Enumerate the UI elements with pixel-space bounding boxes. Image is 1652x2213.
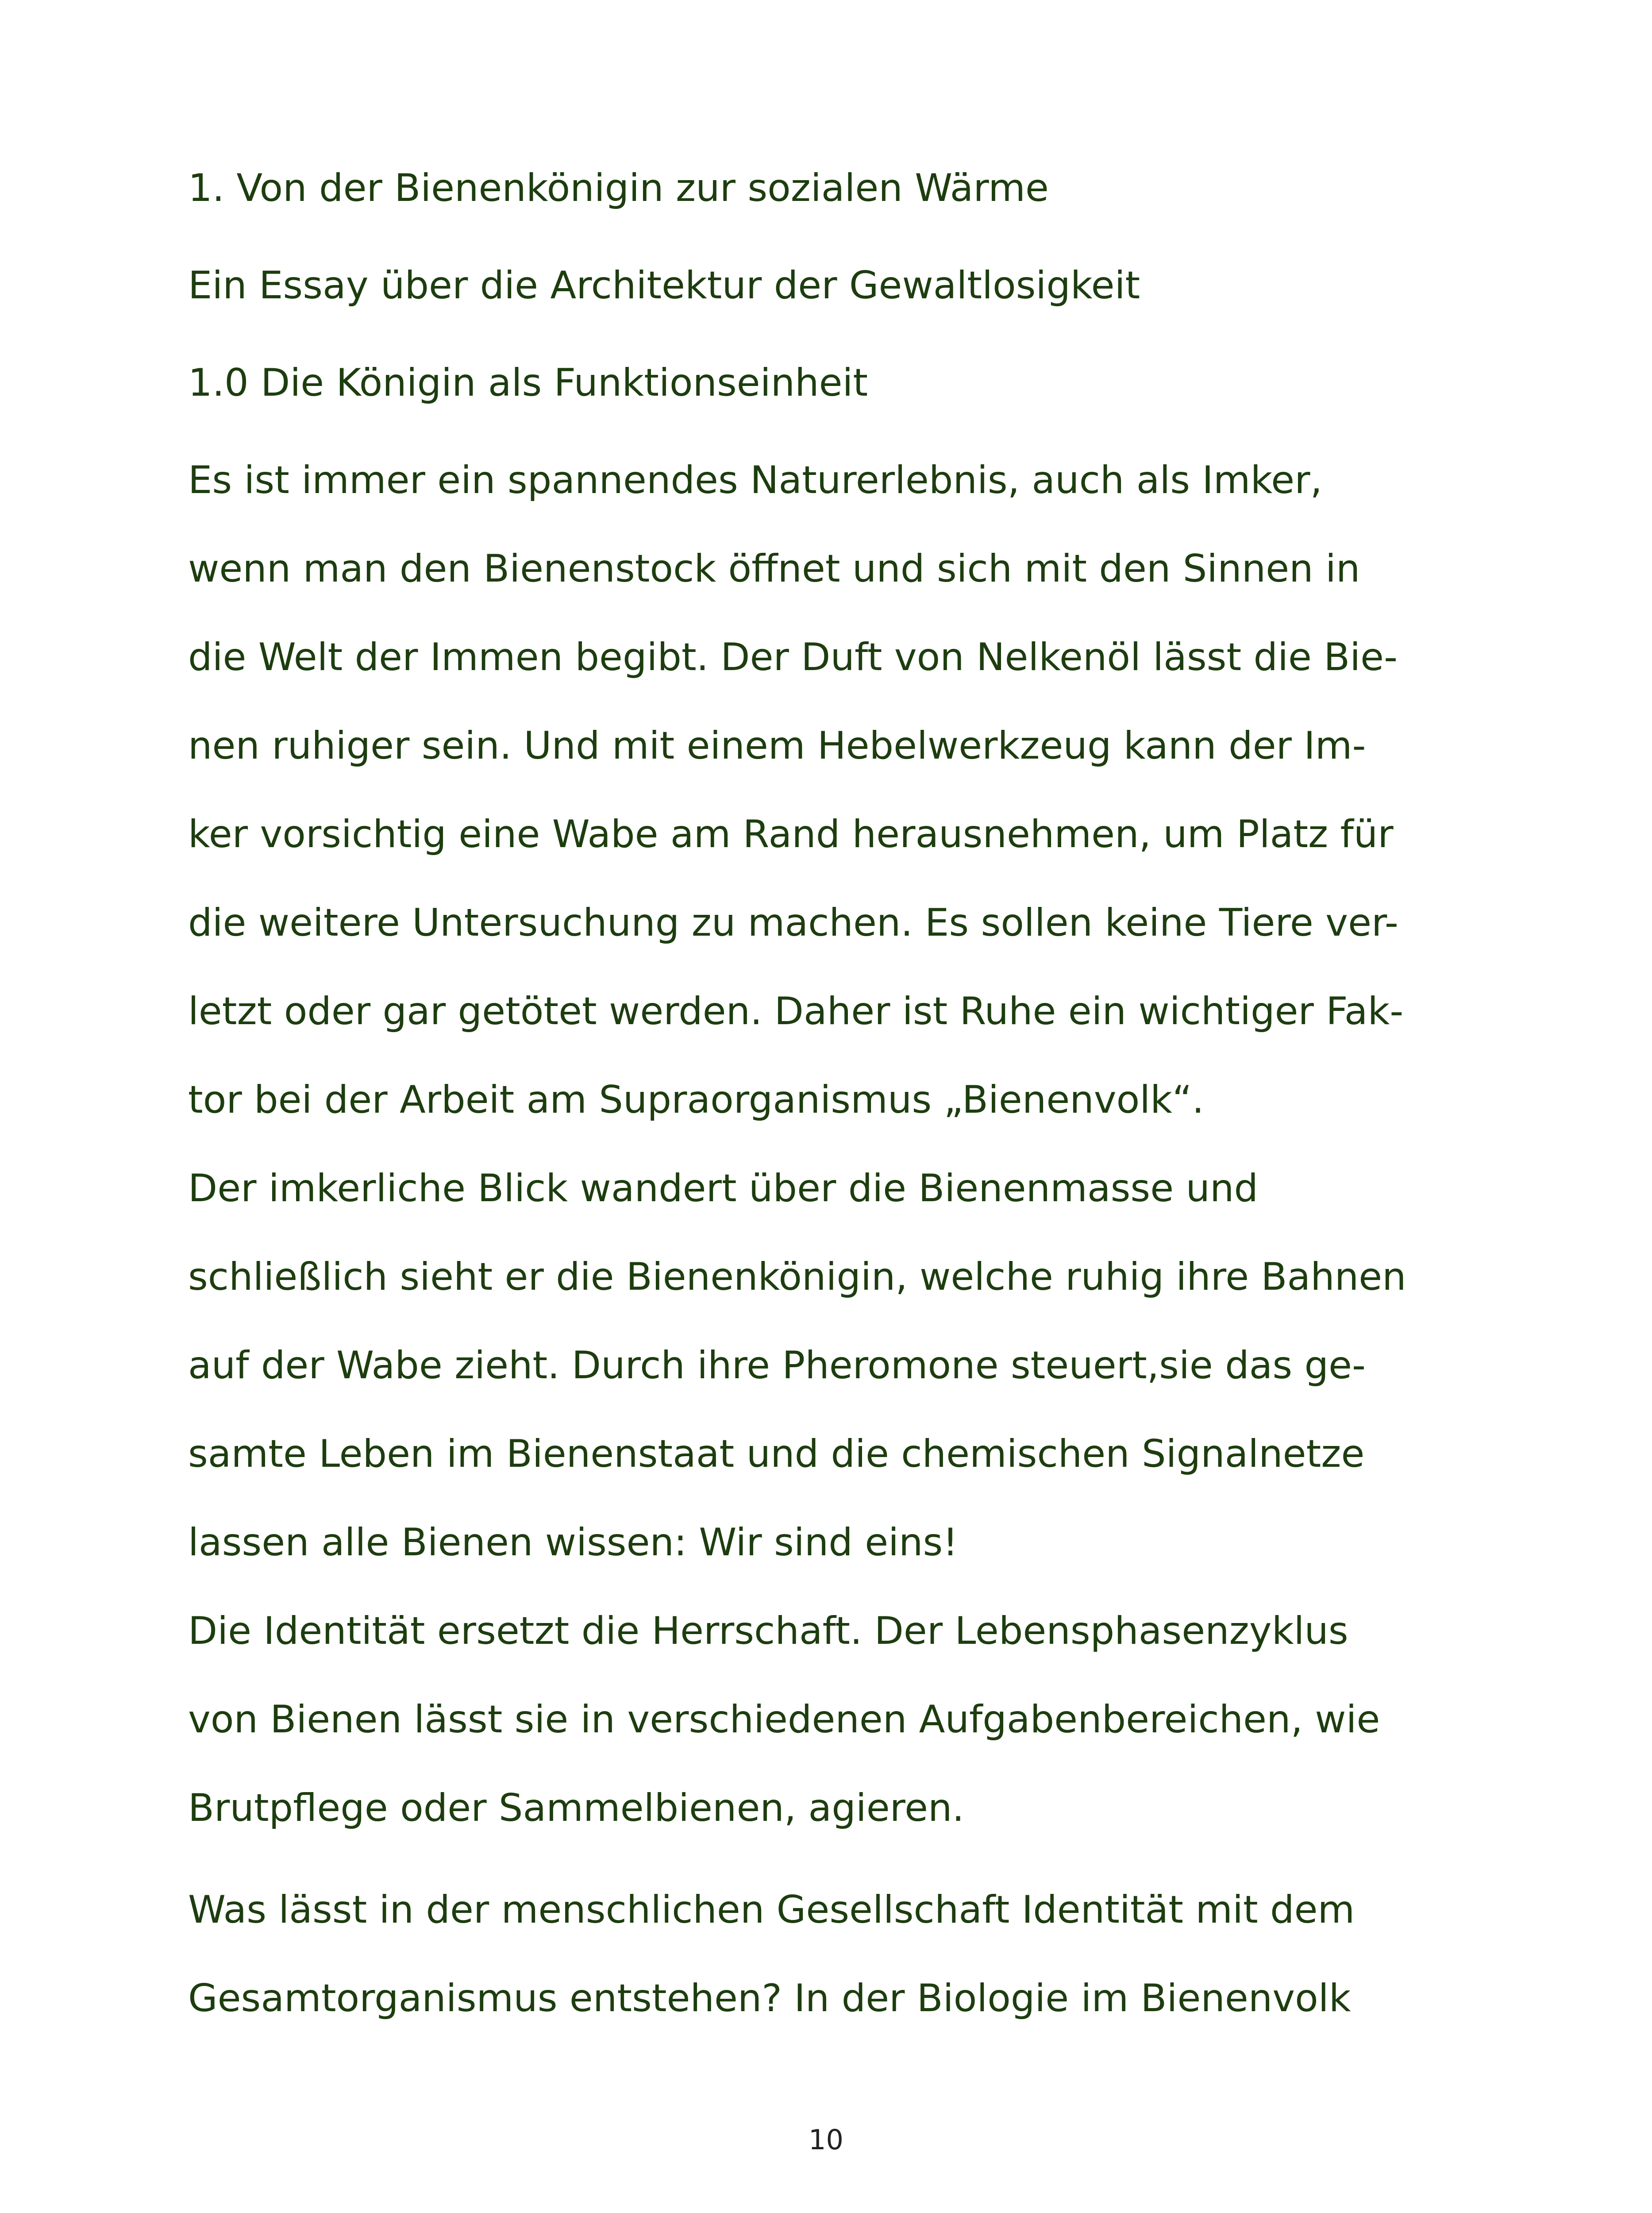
body-line: von Bienen lässt sie in verschiedenen Aufgabenbereichen, wie xyxy=(188,1697,1380,1742)
body-line: ker vorsichtig eine Wabe am Rand herausnehmen, um Platz für xyxy=(188,812,1394,856)
body-line: Was lässt in der menschlichen Gesellschaft Identität mit dem xyxy=(188,1888,1355,1932)
body-line: letzt oder gar getötet werden. Daher ist Ruhe ein wichtiger Fak- xyxy=(188,989,1404,1033)
chapter-title: 1. Von der Bienenkönigin zur sozialen Wärme xyxy=(188,166,1049,210)
body-line: lassen alle Bienen wissen: Wir sind eins! xyxy=(188,1520,958,1565)
body-line: Brutpflege oder Sammelbienen, agieren. xyxy=(188,1786,964,1830)
body-line: nen ruhiger sein. Und mit einem Hebelwerkzeug kann der Im- xyxy=(188,724,1366,768)
body-line: samte Leben im Bienenstaat und die chemischen Signalnetze xyxy=(188,1432,1365,1476)
body-line: die weitere Untersuchung zu machen. Es sollen keine Tiere ver- xyxy=(188,901,1398,945)
section-title: 1.0 Die Königin als Funktionseinheit xyxy=(188,361,868,405)
body-line: Gesamtorganismus entstehen? In der Biologie im Bienenvolk xyxy=(188,1976,1351,2020)
chapter-subtitle: Ein Essay über die Architektur der Gewaltlosigkeit xyxy=(188,263,1140,308)
body-line: Der imkerliche Blick wandert über die Bienenmasse und xyxy=(188,1166,1259,1211)
body-line: auf der Wabe zieht. Durch ihre Pheromone steuert,sie das ge- xyxy=(188,1343,1366,1388)
page-number: 10 xyxy=(809,2124,843,2156)
body-line: schließlich sieht er die Bienenkönigin, welche ruhig ihre Bahnen xyxy=(188,1255,1406,1299)
body-line: Es ist immer ein spannendes Naturerlebnis, auch als Imker, xyxy=(188,458,1322,502)
body-line: tor bei der Arbeit am Supraorganismus „Bienenvolk“. xyxy=(188,1078,1204,1122)
body-line: Die Identität ersetzt die Herrschaft. Der Lebensphasenzyklus xyxy=(188,1609,1348,1653)
body-line: wenn man den Bienenstock öffnet und sich mit den Sinnen in xyxy=(188,547,1360,591)
body-line: die Welt der Immen begibt. Der Duft von Nelkenöl lässt die Bie- xyxy=(188,635,1398,679)
